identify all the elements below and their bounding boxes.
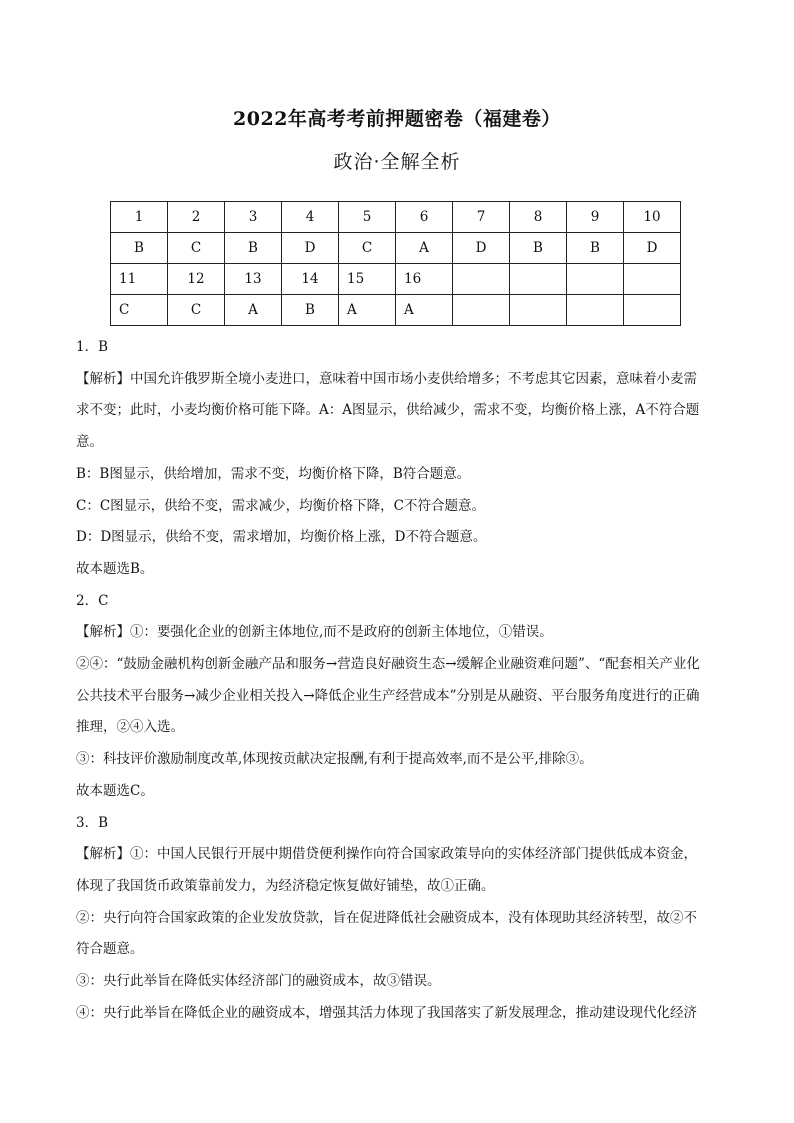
answer-table-cell: A [339, 295, 396, 326]
text-line: ②：央行向符合国家政策的企业发放贷款，旨在促进降低社会融资成本，没有体现助其经济转型，故②不 [76, 909, 697, 926]
text-line: D：D图显示，供给不变，需求增加，均衡价格上涨，D不符合题意。 [76, 529, 487, 546]
text-line: 符合题意。 [76, 941, 144, 958]
answer-table-cell: C [168, 295, 225, 326]
answer-table-cell: 2 [168, 202, 225, 233]
answer-table-cell: C [111, 295, 168, 326]
text-line: B：B图显示，供给增加，需求不变，均衡价格下降，B符合题意。 [76, 465, 471, 482]
answer-table-cell: 11 [111, 264, 168, 295]
answer-table-cell: 1 [111, 202, 168, 233]
answer-table-cell [624, 264, 681, 295]
answer-table-cell: 6 [396, 202, 453, 233]
answer-table-row [111, 264, 681, 295]
text-line: C：C图显示，供给不变，需求减少，均衡价格下降，C不符合题意。 [76, 497, 485, 514]
answer-table-cell: 7 [453, 202, 510, 233]
text-line: 3．B [76, 814, 109, 831]
answer-table-cell: B [510, 233, 567, 264]
text-line: 【解析】①：要强化企业的创新主体地位,而不是政府的创新主体地位，①错误。 [76, 624, 553, 641]
text-line: 推理，②④入选。 [76, 719, 184, 736]
answer-table-cell: A [396, 233, 453, 264]
answer-table-cell [567, 295, 624, 326]
answer-table-row [111, 202, 681, 233]
text-line: ②④：“鼓励金融机构创新金融产品和服务→营造良好融资生态→缓解企业融资难问题”、“配套相关产业化 [76, 656, 700, 673]
answer-table-cell: B [111, 233, 168, 264]
answer-table-cell: 10 [624, 202, 681, 233]
answer-table-cell [510, 264, 567, 295]
text-line: 2．C [76, 592, 109, 609]
text-line: 求不变；此时，小麦均衡价格可能下降。A：A图显示，供给减少，需求不变，均衡价格上涨，A不符合题 [76, 402, 700, 419]
page-title: 2022年高考考前押题密卷（福建卷） [233, 108, 561, 130]
answer-table-cell: 14 [282, 264, 339, 295]
text-line: 1．B [76, 339, 109, 355]
answer-table-row [111, 233, 681, 264]
answer-table-cell: B [282, 295, 339, 326]
answer-table-row [111, 295, 681, 326]
answer-table-cell [510, 295, 567, 326]
answer-table-cell: C [168, 233, 225, 264]
text-line: 公共技术平台服务→减少企业相关投入→降低企业生产经营成本”分别是从融资、平台服务角度进行的正确 [76, 687, 700, 704]
answer-table-cell [453, 295, 510, 326]
answer-table-cell [453, 264, 510, 295]
answer-table-cell: 12 [168, 264, 225, 295]
answer-table-cell: B [567, 233, 624, 264]
answer-table-cell: A [225, 295, 282, 326]
answer-table-cell: C [339, 233, 396, 264]
answer-table-cell: 13 [225, 264, 282, 295]
text-line: 故本题选C。 [76, 782, 154, 799]
answer-table-cell: D [282, 233, 339, 264]
text-line: 体现了我国货币政策靠前发力，为经济稳定恢复做好铺垫，故①正确。 [76, 877, 495, 894]
answer-table [110, 201, 681, 326]
text-line: ④：央行此举旨在降低企业的融资成本，增强其活力体现了我国落实了新发展理念，推动建设现代化经济 [76, 1004, 697, 1021]
answer-table-cell: A [396, 295, 453, 326]
page-subtitle: 政治·全解全析 [333, 151, 461, 173]
text-line: ③：科技评价激励制度改革,体现按贡献决定报酬,有利于提高效率,而不是公平,排除③。 [76, 751, 593, 768]
answer-table-cell: 5 [339, 202, 396, 233]
answer-table-cell: 3 [225, 202, 282, 233]
answer-table-cell [624, 295, 681, 326]
answer-table-cell: 15 [339, 264, 396, 295]
text-line: ③：央行此举旨在降低实体经济部门的融资成本，故③错误。 [76, 973, 441, 990]
answer-table-cell: D [453, 233, 510, 264]
text-line: 【解析】中国允许俄罗斯全境小麦进口，意味着中国市场小麦供给增多；不考虑其它因素，意味着小麦需 [76, 370, 697, 387]
text-line: 意。 [76, 434, 103, 451]
answer-table-cell: 16 [396, 264, 453, 295]
answer-table-cell: 9 [567, 202, 624, 233]
text-line: 【解析】①：中国人民银行开展中期借贷便利操作向符合国家政策导向的实体经济部门提供低成本资金， [76, 846, 697, 863]
answer-table-cell: 8 [510, 202, 567, 233]
answer-table-cell: D [624, 233, 681, 264]
analysis-text [76, 332, 726, 1029]
answer-table-cell: 4 [282, 202, 339, 233]
answer-table-cell: B [225, 233, 282, 264]
answer-table-cell [567, 264, 624, 295]
text-line: 故本题选B。 [76, 560, 154, 577]
